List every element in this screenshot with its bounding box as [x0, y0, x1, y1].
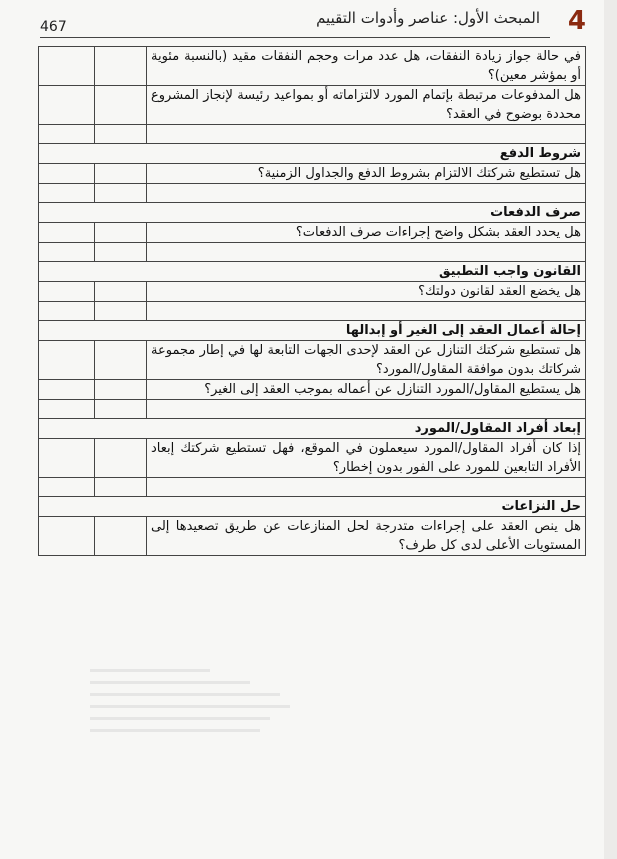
- answer-cell-1: [39, 282, 95, 302]
- answer-cell-1: [39, 419, 95, 439]
- answer-cell-1: [39, 341, 95, 380]
- section-row: [39, 419, 586, 439]
- question-row: [39, 86, 586, 125]
- question-row: [39, 47, 586, 86]
- bleed-through-text: [90, 660, 290, 770]
- question-text: [147, 400, 586, 419]
- page-number: 467: [40, 19, 67, 35]
- answer-cell-1: [39, 517, 95, 556]
- chapter-number: 4: [567, 6, 586, 36]
- question-text: هل يستطيع المقاول/المورد التنازل عن أعماله بموجب العقد إلى الغير؟: [147, 380, 586, 400]
- answer-cell-1: [39, 302, 95, 321]
- question-text: هل ينص العقد على إجراءات متدرجة لحل المنازعات عن طريق تصعيدها إلى المستويات الأعلى لدى كل طرف؟: [147, 517, 586, 556]
- answer-cell-1: [39, 321, 95, 341]
- answer-cell-1: [39, 478, 95, 497]
- question-text: إذا كان أفراد المقاول/المورد سيعملون في الموقع، فهل تستطيع شركتك إبعاد الأفراد التابعين للمورد على الفور بدون إخطار؟: [147, 439, 586, 478]
- section-heading: إبعاد أفراد المقاول/المورد: [147, 419, 586, 439]
- header-title: المبحث الأول: عناصر وأدوات التقييم: [316, 9, 540, 27]
- answer-cell-2: [95, 125, 147, 144]
- answer-cell-1: [39, 144, 95, 164]
- answer-cell-2: [95, 321, 147, 341]
- answer-cell-2: [95, 184, 147, 203]
- section-row: [39, 321, 586, 341]
- blank-row: [39, 243, 586, 262]
- question-row: [39, 439, 586, 478]
- answer-cell-1: [39, 497, 95, 517]
- answer-cell-2: [95, 144, 147, 164]
- answer-cell-1: [39, 203, 95, 223]
- answer-cell-2: [95, 203, 147, 223]
- page-header: [0, 0, 604, 40]
- section-row: [39, 203, 586, 223]
- question-text: [147, 243, 586, 262]
- blank-row: [39, 400, 586, 419]
- question-row: [39, 223, 586, 243]
- answer-cell-2: [95, 164, 147, 184]
- answer-cell-1: [39, 380, 95, 400]
- answer-cell-1: [39, 47, 95, 86]
- question-text: [147, 125, 586, 144]
- question-text: هل تستطيع شركتك التنازل عن العقد لإحدى الجهات التابعة لها في إطار مجموعة شركاتك بدون موافقة المقاول/المورد؟: [147, 341, 586, 380]
- section-row: [39, 497, 586, 517]
- answer-cell-2: [95, 400, 147, 419]
- answer-cell-1: [39, 86, 95, 125]
- question-text: [147, 302, 586, 321]
- evaluation-table: [38, 46, 586, 556]
- answer-cell-2: [95, 517, 147, 556]
- question-text: في حالة جواز زيادة النفقات، هل عدد مرات وحجم النفقات مقيد (بالنسبة مئوية أو بمؤشر معين)؟: [147, 47, 586, 86]
- question-text: [147, 478, 586, 497]
- answer-cell-1: [39, 439, 95, 478]
- answer-cell-2: [95, 497, 147, 517]
- answer-cell-2: [95, 47, 147, 86]
- question-text: [147, 184, 586, 203]
- section-row: [39, 262, 586, 282]
- answer-cell-2: [95, 419, 147, 439]
- section-heading: صرف الدفعات: [147, 203, 586, 223]
- answer-cell-1: [39, 125, 95, 144]
- answer-cell-2: [95, 341, 147, 380]
- blank-row: [39, 125, 586, 144]
- answer-cell-2: [95, 478, 147, 497]
- question-row: [39, 380, 586, 400]
- answer-cell-2: [95, 86, 147, 125]
- answer-cell-2: [95, 243, 147, 262]
- answer-cell-2: [95, 223, 147, 243]
- answer-cell-1: [39, 223, 95, 243]
- answer-cell-1: [39, 262, 95, 282]
- section-row: [39, 144, 586, 164]
- blank-row: [39, 302, 586, 321]
- section-heading: القانون واجب التطبيق: [147, 262, 586, 282]
- answer-cell-2: [95, 262, 147, 282]
- answer-cell-2: [95, 282, 147, 302]
- blank-row: [39, 184, 586, 203]
- answer-cell-2: [95, 439, 147, 478]
- question-row: [39, 341, 586, 380]
- section-heading: إحالة أعمال العقد إلى الغير أو إبدالها: [147, 321, 586, 341]
- answer-cell-1: [39, 164, 95, 184]
- question-text: هل المدفوعات مرتبطة بإتمام المورد لالتزاماته أو بمواعيد رئيسة لإنجاز المشروع محددة بوضوح في العقد؟: [147, 86, 586, 125]
- header-rule: [40, 37, 550, 38]
- answer-cell-2: [95, 380, 147, 400]
- question-row: [39, 517, 586, 556]
- answer-cell-1: [39, 243, 95, 262]
- answer-cell-2: [95, 302, 147, 321]
- question-row: [39, 282, 586, 302]
- page-edge: [604, 0, 617, 859]
- section-heading: حل النزاعات: [147, 497, 586, 517]
- question-text: هل تستطيع شركتك الالتزام بشروط الدفع والجداول الزمنية؟: [147, 164, 586, 184]
- question-text: هل يخضع العقد لقانون دولتك؟: [147, 282, 586, 302]
- question-row: [39, 164, 586, 184]
- answer-cell-1: [39, 184, 95, 203]
- question-text: هل يحدد العقد بشكل واضح إجراءات صرف الدفعات؟: [147, 223, 586, 243]
- answer-cell-1: [39, 400, 95, 419]
- blank-row: [39, 478, 586, 497]
- section-heading: شروط الدفع: [147, 144, 586, 164]
